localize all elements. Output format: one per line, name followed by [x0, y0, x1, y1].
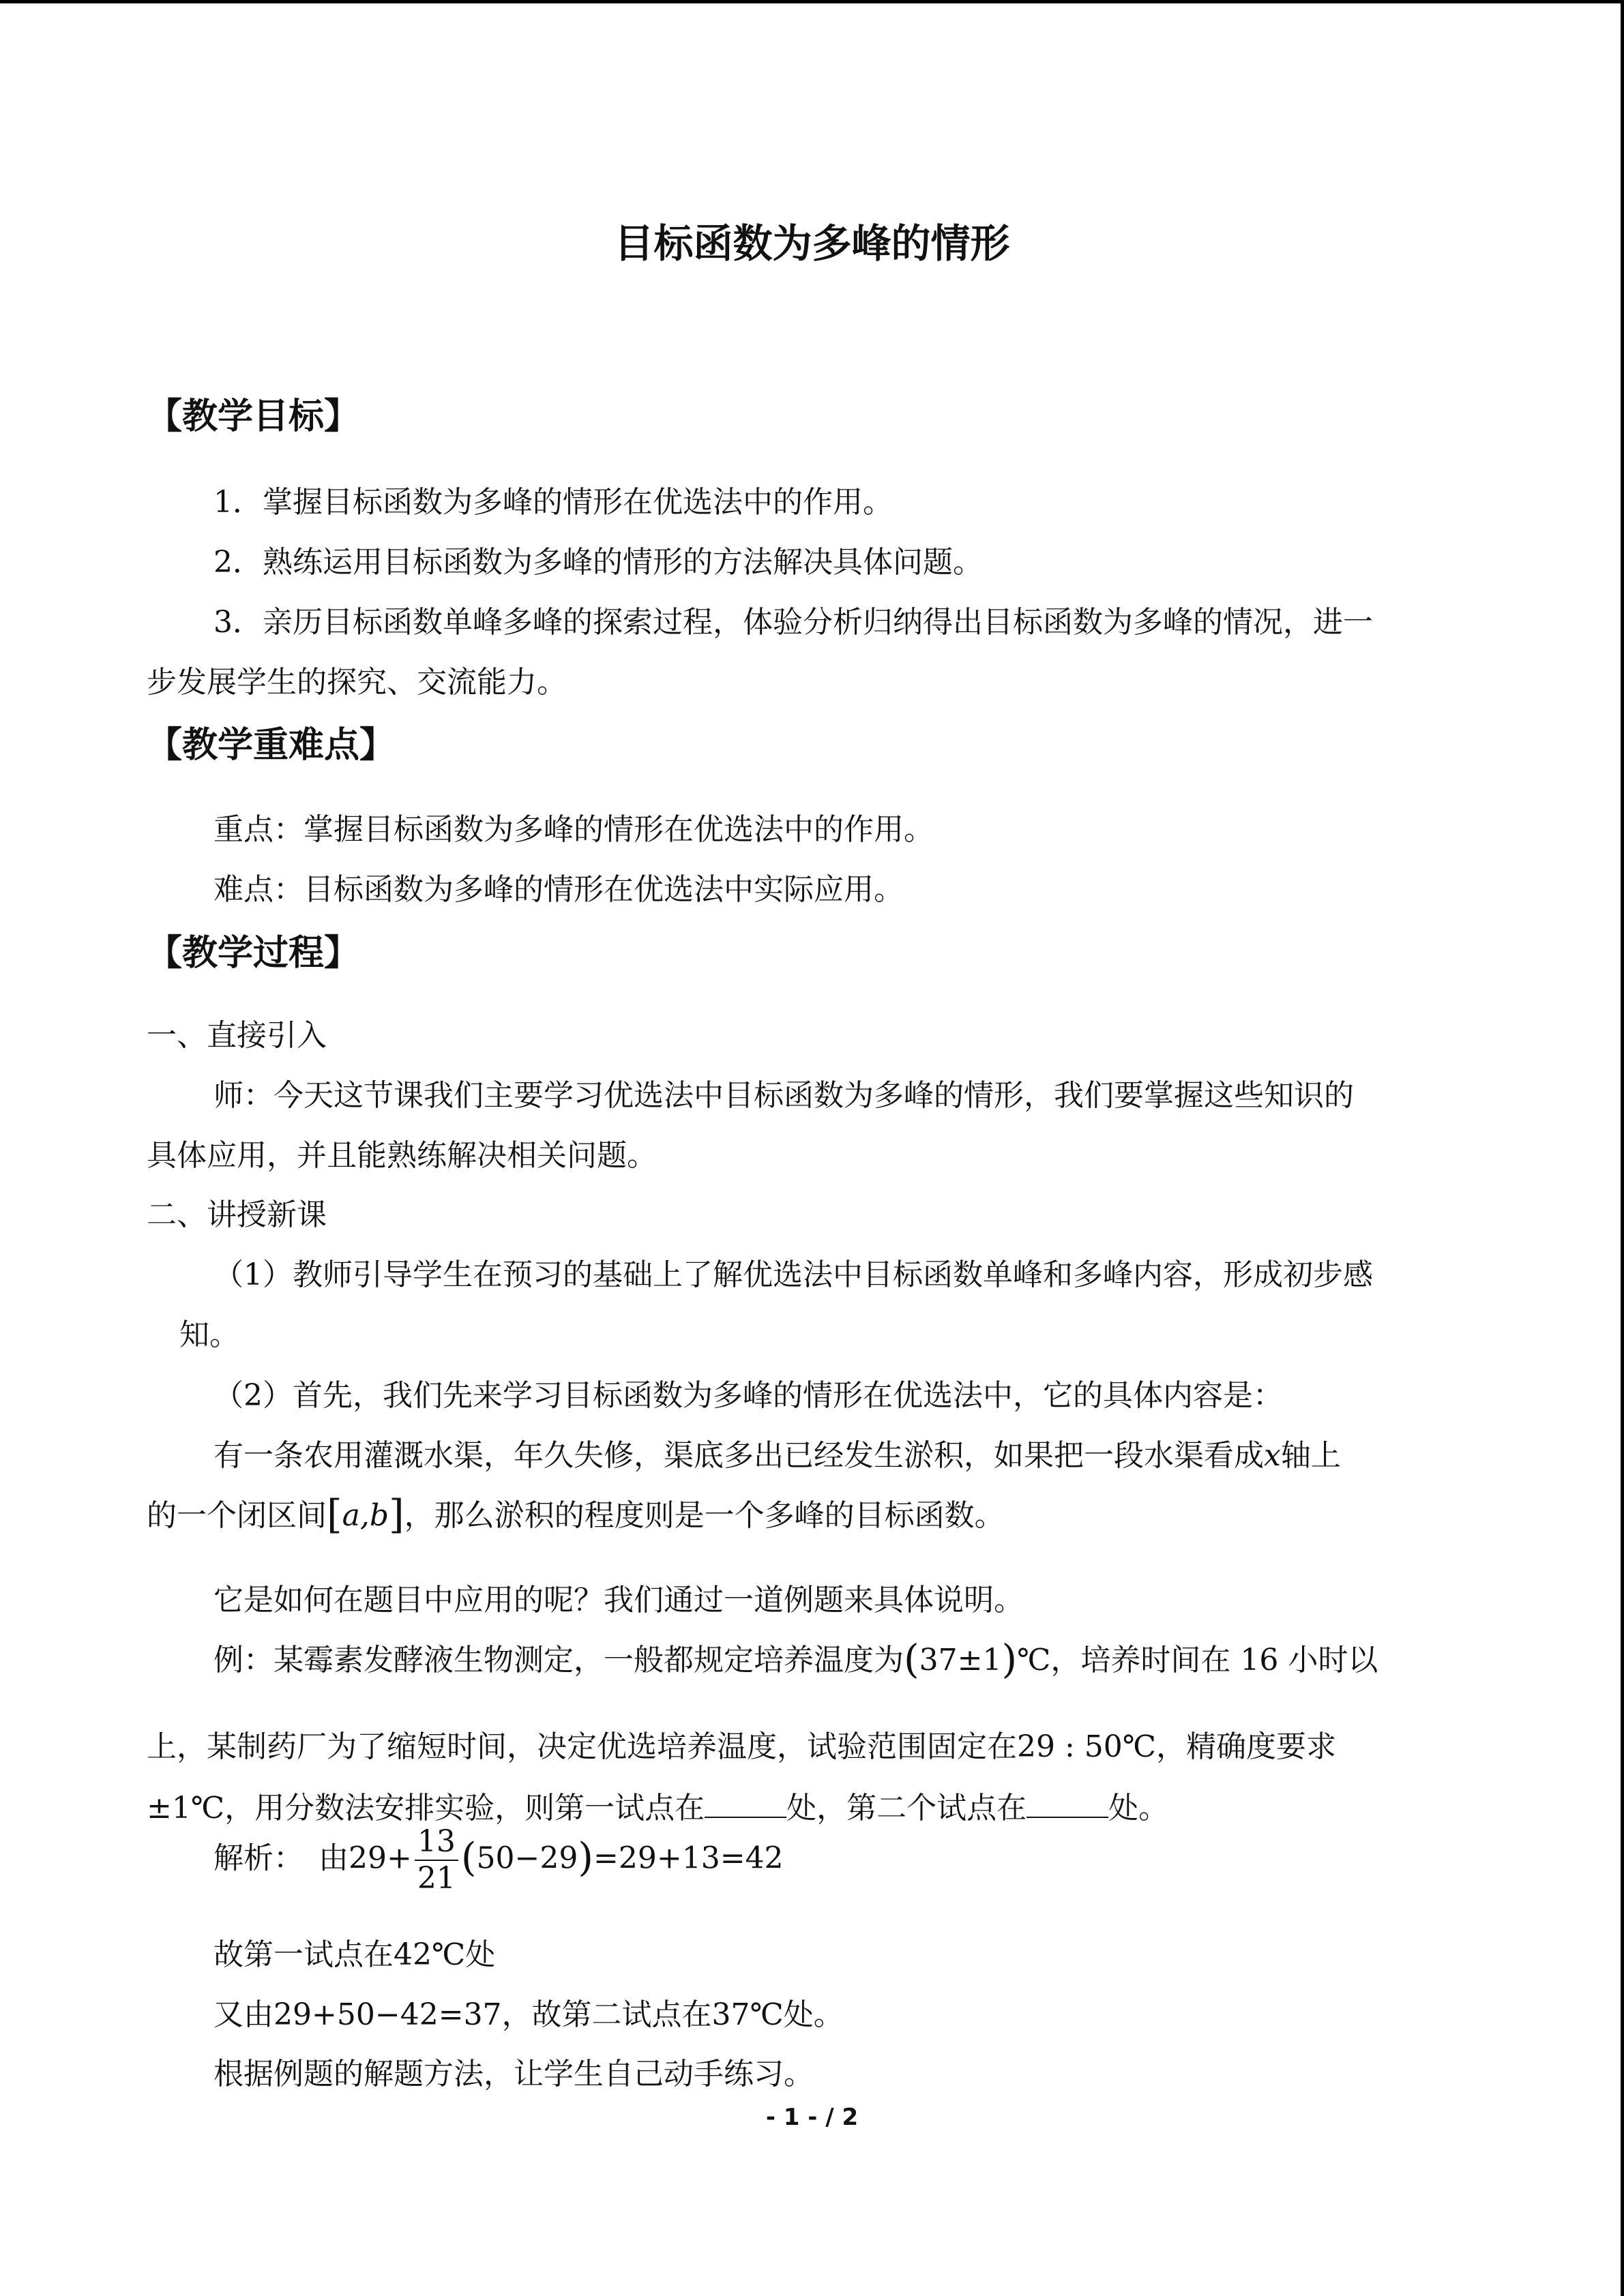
- example3-text-b: 处，第二个试点在: [786, 1791, 1027, 1825]
- fraction-13-21: [415, 1824, 458, 1896]
- page-border-top: [0, 0, 1624, 3]
- sol-left-paren: (: [460, 1834, 477, 1881]
- x-variable: x: [1264, 1438, 1281, 1473]
- section-heading-goals: 【教学目标】: [147, 396, 360, 437]
- example-line-1: [213, 1635, 1378, 1682]
- first-point-line: 故第一试点在42℃处: [213, 1937, 496, 1972]
- answer-blank-1: [705, 1792, 786, 1818]
- example-line-2: 上，某制药厂为了缩短时间，决定优选培养温度，试验范围固定在29 : 50℃，精确度要求: [147, 1729, 1336, 1764]
- part1-line1: 师：今天这节课我们主要学习优选法中目标函数为多峰的情形，我们要掌握这些知识的: [213, 1078, 1354, 1113]
- second-text-a: 又由: [213, 1997, 274, 2032]
- left-bracket: [: [327, 1491, 342, 1538]
- second-point-line: [213, 1990, 844, 2033]
- keypoint-key: 重点：掌握目标函数为多峰的情形在优选法中的作用。: [213, 812, 934, 847]
- example-math: 37±1: [919, 1643, 1002, 1678]
- part2-title: 二、讲授新课: [147, 1197, 327, 1232]
- sol-right-paren: ): [578, 1834, 593, 1881]
- part2-p2-line1: （2）首先，我们先来学习目标函数为多峰的情形在优选法中，它的具体内容是：: [213, 1378, 1283, 1413]
- part1-line2: 具体应用，并且能熟练解决相关问题。: [147, 1138, 657, 1173]
- example3-text-c: 处。: [1108, 1791, 1169, 1825]
- right-bracket: ]: [389, 1491, 404, 1538]
- part1-title: 一、直接引入: [147, 1018, 327, 1053]
- solution-post: 50−29: [476, 1840, 578, 1876]
- answer-blank-2: [1027, 1792, 1108, 1818]
- page-number: - 1 - / 2: [765, 2104, 859, 2131]
- page-border-right: [1621, 0, 1624, 2296]
- keypoint-difficult: 难点：目标函数为多峰的情形在优选法中实际应用。: [213, 872, 904, 907]
- goal-item-1: 1．掌握目标函数为多峰的情形在优选法中的作用。: [213, 485, 893, 520]
- solution-pre: 29+: [349, 1840, 412, 1876]
- interval-text-b: ，那么淤积的程度则是一个多峰的目标函数。: [404, 1498, 1005, 1533]
- canal-line: [213, 1431, 1341, 1474]
- second-text-b: ，故第二试点在37℃处。: [501, 1997, 844, 2032]
- section-heading-keypoints: 【教学重难点】: [147, 725, 396, 766]
- goal-item-3-cont: 步发展学生的探究、交流能力。: [147, 665, 567, 700]
- part2-p1-line2: 知。: [179, 1317, 239, 1352]
- fraction-numerator: 13: [415, 1824, 458, 1861]
- solution-label: 解析： 由: [213, 1840, 349, 1876]
- interval-text-a: 的一个闭区间: [147, 1498, 327, 1533]
- part2-p1-line1: （1）教师引导学生在预习的基础上了解优选法中目标函数单峰和多峰内容，形成初步感: [213, 1257, 1373, 1292]
- example3-text-a: ±1℃，用分数法安排实验，则第一试点在: [147, 1791, 705, 1825]
- practice-line: 根据例题的解题方法，让学生自己动手练习。: [213, 2057, 814, 2091]
- canal-text-a: 有一条农用灌溉水渠，年久失修，渠底多出已经发生淤积，如果把一段水渠看成: [213, 1438, 1264, 1473]
- interval-math: a,b: [342, 1498, 389, 1533]
- interval-line: [147, 1491, 1005, 1538]
- canal-text-b: 轴上: [1280, 1438, 1341, 1473]
- goal-item-2: 2．熟练运用目标函数为多峰的情形的方法解决具体问题。: [213, 545, 983, 580]
- goal-item-3: 3．亲历目标函数单峰多峰的探索过程，体验分析归纳得出目标函数为多峰的情况，进一: [213, 605, 1373, 640]
- fraction-denominator: 21: [417, 1861, 456, 1896]
- left-paren: (: [904, 1636, 919, 1682]
- apply-line: 它是如何在题目中应用的呢？我们通过一道例题来具体说明。: [213, 1583, 1024, 1617]
- document-title: 目标函数为多峰的情形: [614, 220, 1010, 267]
- solution-line: [213, 1824, 784, 1896]
- right-paren: ): [1001, 1636, 1018, 1682]
- example-text-a: 例：某霉素发酵液生物测定，一般都规定培养温度为: [213, 1643, 904, 1678]
- second-math: 29+50−42=37: [274, 1997, 502, 2032]
- example-text-b: ℃，培养时间在 16 小时以: [1017, 1643, 1378, 1678]
- section-heading-process: 【教学过程】: [147, 933, 360, 974]
- example-line-3: [147, 1783, 1168, 1827]
- solution-tail: =29+13=42: [593, 1840, 784, 1876]
